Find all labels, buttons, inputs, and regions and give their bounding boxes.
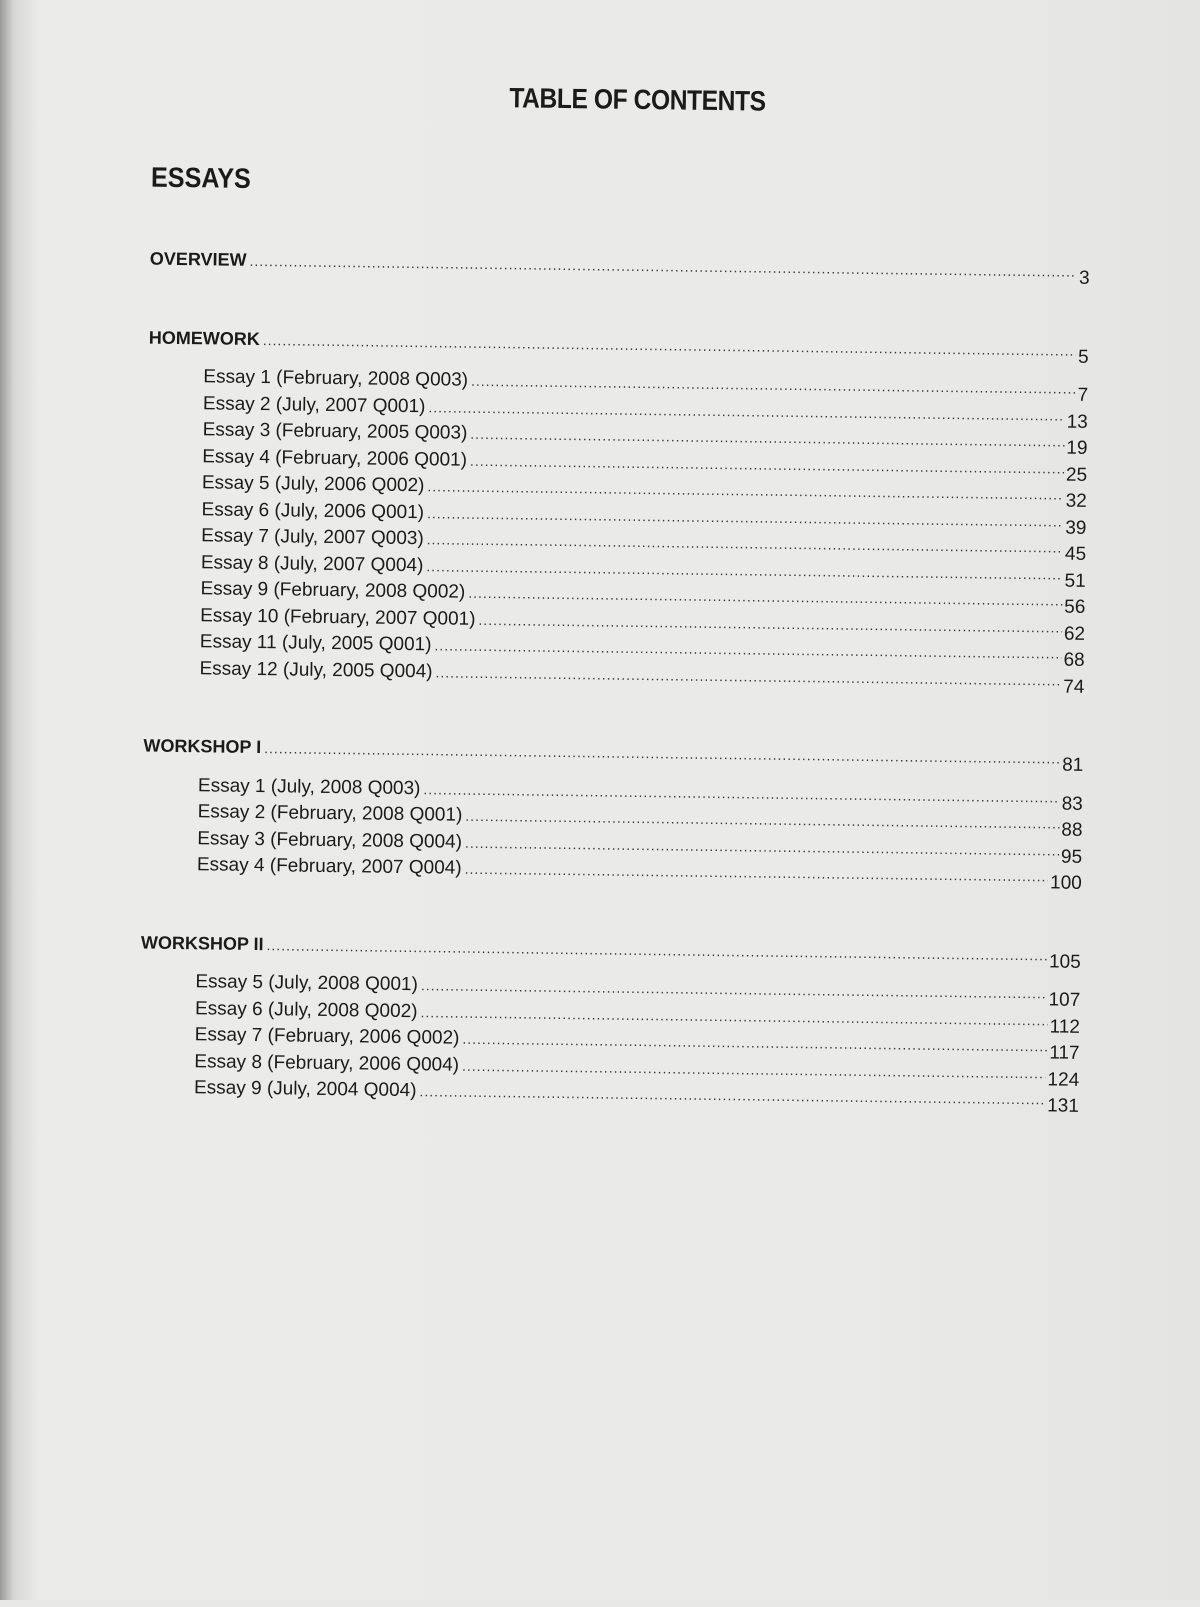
page-number: 95 [1060,846,1083,868]
dot-leader [419,1083,1045,1107]
dot-leader [420,1004,1047,1028]
dot-leader [468,585,1062,609]
toc-entry-label: Essay 9 (February, 2008 Q002) [200,578,466,603]
page-number: 56 [1064,596,1086,618]
toc-entry-label: HOMEWORK [148,327,260,349]
dot-leader [249,253,1077,280]
toc-entry-label: OVERVIEW [149,248,247,270]
dot-leader [423,781,1060,805]
dot-leader [435,664,1061,688]
dot-leader [428,399,1065,423]
page-number: 39 [1065,517,1087,539]
page-number: 25 [1065,464,1088,486]
dot-leader [462,1057,1046,1081]
page-number: 5 [1077,346,1089,368]
dot-leader [465,808,1059,832]
dot-leader [465,834,1059,858]
dot-leader [470,452,1064,476]
page-number: 19 [1066,437,1088,459]
toc-entry-label: Essay 11 (July, 2005 Q001) [199,631,432,656]
toc-entry-label: Essay 7 (February, 2006 Q002) [194,1024,460,1049]
page-number: 107 [1048,989,1081,1011]
dot-leader [471,373,1076,397]
page-number: 45 [1064,543,1087,565]
page-title: TABLE OF CONTENTS [509,82,766,117]
toc-entry-label: Essay 6 (July, 2006 Q001) [201,498,425,523]
page-number: 112 [1049,1015,1081,1038]
dot-leader [434,637,1061,661]
page-number: 131 [1047,1095,1080,1117]
page-number: 13 [1066,411,1088,433]
page-number: 117 [1049,1042,1080,1064]
toc-entry-label: Essay 2 (February, 2008 Q001) [197,801,463,826]
toc-entry-label: WORKSHOP II [140,932,264,954]
toc-entry-label: Essay 1 (February, 2008 Q003) [203,366,469,391]
page-number: 83 [1061,793,1083,815]
toc-entry-label: Essay 8 (July, 2007 Q004) [200,551,424,576]
dot-leader [470,426,1064,450]
dot-leader [426,558,1063,582]
toc-entry-label: Essay 4 (February, 2006 Q001) [202,445,468,471]
dot-leader [427,531,1064,555]
toc-entry-label: Essay 4 (February, 2007 Q004) [196,854,462,879]
toc-entry-label: WORKSHOP I [143,735,262,758]
page-number: 124 [1047,1068,1080,1091]
toc-entry-label: Essay 7 (July, 2007 Q003) [201,525,424,550]
toc-entry-label: Essay 5 (July, 2008 Q001) [195,971,419,996]
toc-entry-label: Essay 3 (February, 2005 Q003) [202,419,468,444]
page-number: 3 [1078,267,1090,289]
toc-entry-label: Essay 5 (July, 2006 Q002) [201,472,425,497]
page-number: 105 [1048,950,1081,973]
page-number: 88 [1061,819,1083,841]
toc-entry-label: Essay 6 (July, 2008 Q002) [194,997,418,1022]
page-number: 32 [1065,490,1087,512]
dot-leader [427,505,1064,529]
page-number: 68 [1063,649,1085,671]
dot-leader [462,1031,1047,1055]
toc-entry-label: Essay 10 (February, 2007 Q001) [200,604,476,630]
page-number: 74 [1063,676,1085,698]
table-of-contents [139,249,1090,1116]
toc-entry-label: Essay 8 (February, 2006 Q004) [194,1050,460,1076]
dot-leader [427,478,1064,502]
dot-leader [478,611,1062,635]
toc-entry-label: Essay 9 (July, 2004 Q004) [193,1077,417,1102]
toc-entry-label: Essay 2 (July, 2007 Q001) [202,392,426,417]
part-title: ESSAYS [150,161,252,194]
toc-entry-label: Essay 12 (July, 2005 Q004) [199,657,433,682]
page-number: 7 [1077,384,1089,406]
page-number: 81 [1062,754,1084,776]
toc-entry-label: Essay 1 (July, 2008 Q003) [197,774,421,799]
page-number: 62 [1063,623,1086,645]
dot-leader [421,977,1047,1001]
toc-entry-label: Essay 3 (February, 2008 Q004) [197,827,463,853]
page-number: 100 [1049,872,1082,894]
dot-leader [465,861,1049,885]
page-number: 51 [1064,570,1086,592]
